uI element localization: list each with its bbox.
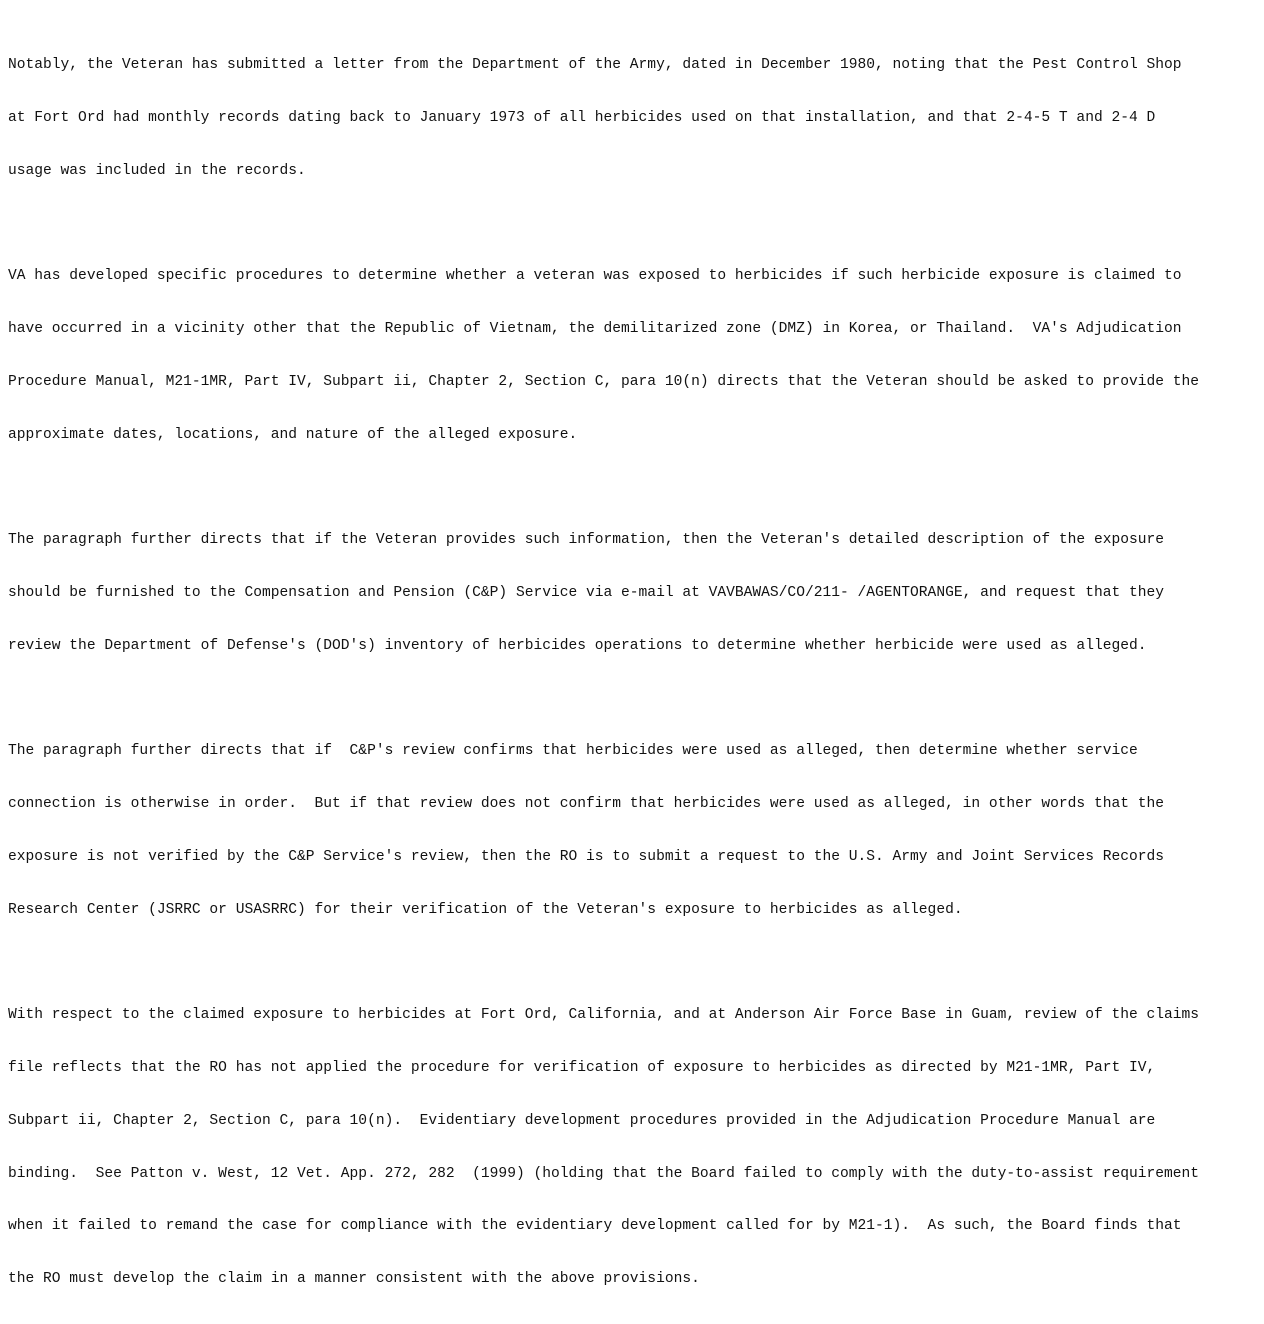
paragraph-va-procedures: [8, 233, 1260, 479]
text-line: The paragraph further directs that if C&P's review confirms that herbicides were used as alleged, then determine whether service: [8, 743, 1138, 760]
text-line: usage was included in the records.: [8, 162, 306, 179]
text-line: VA has developed specific procedures to determine whether a veteran was exposed to herbicides if such herbicide exposure is claimed to: [8, 268, 1182, 285]
text-line: at Fort Ord had monthly records dating back to January 1973 of all herbicides used on that installation, and that 2-4-5 T and 2-4 D: [8, 109, 1156, 126]
text-line: Notably, the Veteran has submitted a letter from the Department of the Army, dated in December 1980, noting that the Pest Control Shop: [8, 57, 1182, 74]
text-line: binding. See Patton v. West, 12 Vet. App. 272, 282 (1999) (holding that the Board failed to comply with the duty-to-assist requirement: [8, 1165, 1200, 1182]
paragraph-fort-ord-letter: [8, 22, 1260, 216]
text-line: Procedure Manual, M21-1MR, Part IV, Subpart ii, Chapter 2, Section C, para 10(n) directs that the Veteran should be asked to provide the: [8, 373, 1200, 390]
text-line: review the Department of Defense's (DOD's) inventory of herbicides operations to determine whether herbicide were used as alleged.: [8, 637, 1147, 654]
paragraph-board-finding: [8, 972, 1260, 1324]
text-line: when it failed to remand the case for compliance with the evidentiary development called for by M21-1). As such, the Board finds that: [8, 1218, 1182, 1235]
text-line: exposure is not verified by the C&P Service's review, then the RO is to submit a request to the U.S. Army and Joint Services Records: [8, 848, 1165, 865]
text-line: file reflects that the RO has not applied the procedure for verification of exposure to herbicides as directed by M21-1MR, Part IV,: [8, 1060, 1156, 1077]
truncated-top-line-text: [8, 0, 358, 6]
paragraph-cp-service: [8, 497, 1260, 691]
text-line: have occurred in a vicinity other that the Republic of Vietnam, the demilitarized zone (DMZ) in Korea, or Thailand. VA's Adjudication: [8, 321, 1182, 338]
paragraph-jsrrc-verification: [8, 708, 1260, 954]
text-line: Subpart ii, Chapter 2, Section C, para 10(n). Evidentiary development procedures provided in the Adjudication Procedure Manual are: [8, 1112, 1156, 1129]
text-line: Research Center (JSRRC or USASRRC) for their verification of the Veteran's exposure to herbicides as alleged.: [8, 901, 963, 918]
text-line: The paragraph further directs that if the Veteran provides such information, then the Veteran's detailed description of the exposure: [8, 532, 1165, 549]
truncated-top-line: [8, 0, 1260, 5]
text-line: should be furnished to the Compensation and Pension (C&P) Service via e-mail at VAVBAWAS/CO/211- /AGENTORANGE, and request that they: [8, 585, 1165, 601]
text-line: connection is otherwise in order. But if that review does not confirm that herbicides were used as alleged, in other words that the: [8, 796, 1165, 813]
text-line: the RO must develop the claim in a manner consistent with the above provisions.: [8, 1271, 700, 1288]
text-line: approximate dates, locations, and nature of the alleged exposure.: [8, 426, 578, 443]
document-body: [8, 0, 1260, 1324]
text-line: With respect to the claimed exposure to herbicides at Fort Ord, California, and at Anderson Air Force Base in Guam, review of the claims: [8, 1007, 1200, 1024]
